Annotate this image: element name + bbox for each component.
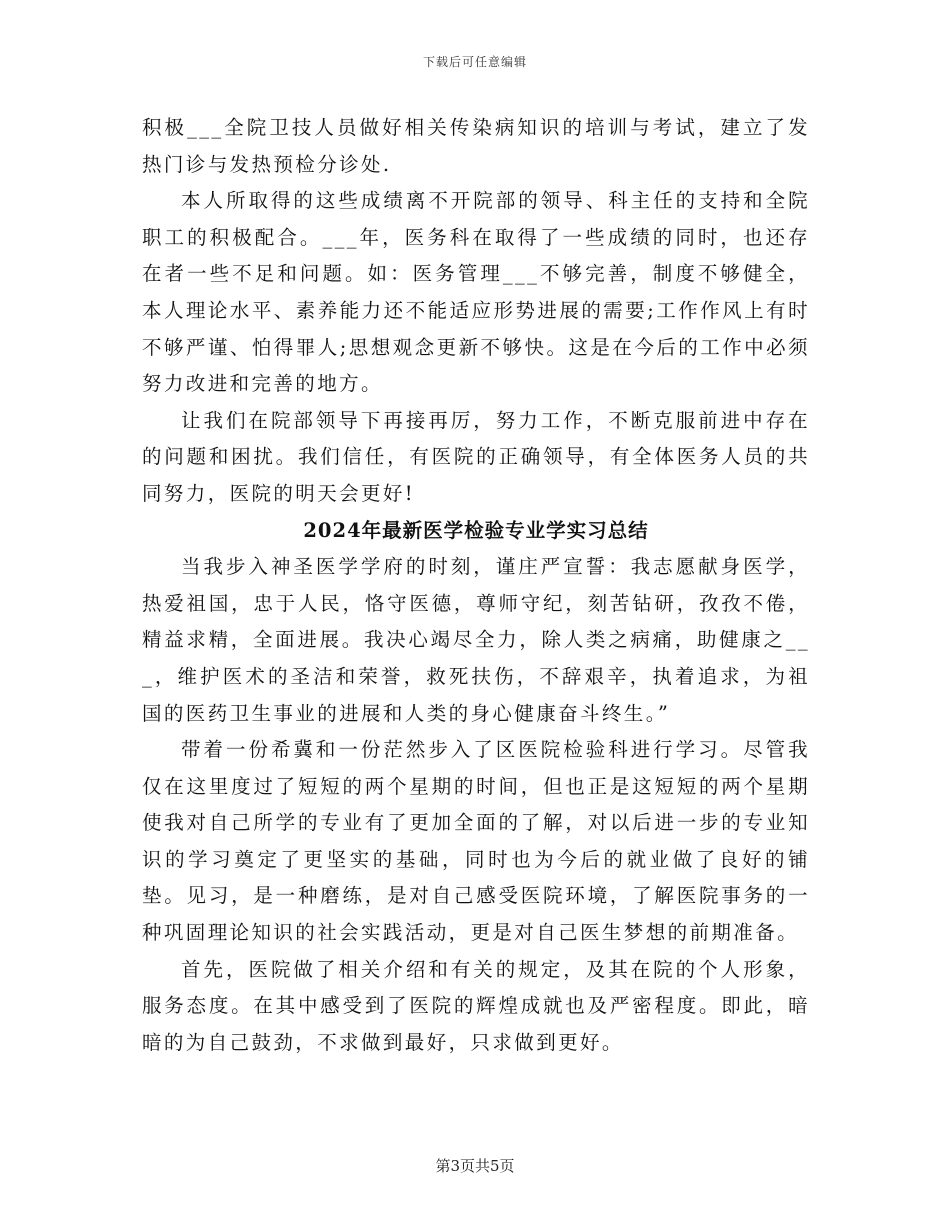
paragraph: 首先，医院做了相关介绍和有关的规定，及其在院的个人形象，服务态度。在其中感受到了医院的辉煌成就也及严密程度。即此，暗暗的为自己鼓劲，不求做到最好，只求做到更好。	[142, 957, 810, 1054]
document-body	[142, 110, 810, 1061]
paragraph-continued: 积极___全院卫技人员做好相关传染病知识的培训与考试，建立了发热门诊与发热预检分诊处.	[142, 116, 810, 176]
page-footer: 第3页共5页	[435, 1157, 515, 1175]
paragraph: 当我步入神圣医学学府的时刻，谨庄严宣誓：我志愿献身医学，热爱祖国，忠于人民，恪守医德，尊师守纪，刻苦钻研，孜孜不倦，精益求精，全面进展。我决心竭尽全力，除人类之病痛，助健康之___，维护医术的圣洁和荣誉，救死扶伤，不辞艰辛，执着追求，为祖国的医药卫生事业的进展和人类的身心健康奋斗终生。”	[142, 555, 810, 725]
paragraph: 让我们在院部领导下再接再厉，努力工作，不断克服前进中存在的问题和困扰。我们信任，有医院的正确领导，有全体医务人员的共同努力，医院的明天会更好!	[142, 408, 810, 505]
section-title: 2024年最新医学检验专业学实习总结	[303, 518, 649, 542]
paragraph: 本人所取得的这些成绩离不开院部的领导、科主任的支持和全院职工的积极配合。___年，医务科在取得了一些成绩的同时，也还存在者一些不足和问题。如：医务管理___不够完善，制度不够健全，本人理论水平、素养能力还不能适应形势进展的需要;工作作风上有时不够严谨、怕得罪人;思想观念更新不够快。这是在今后的工作中必须努力改进和完善的地方。	[142, 189, 810, 396]
paragraph: 带着一份希冀和一份茫然步入了区医院检验科进行学习。尽管我仅在这里度过了短短的两个星期的时间，但也正是这短短的两个星期使我对自己所学的专业有了更加全面的了解，对以后进一步的专业知识的学习奠定了更坚实的基础，同时也为今后的就业做了良好的铺垫。见习，是一种磨练，是对自己感受医院环境，了解医院事务的一种巩固理论知识的社会实践活动，更是对自己医生梦想的前期准备。	[142, 738, 810, 945]
page-header: 下载后可任意编辑	[422, 55, 527, 69]
